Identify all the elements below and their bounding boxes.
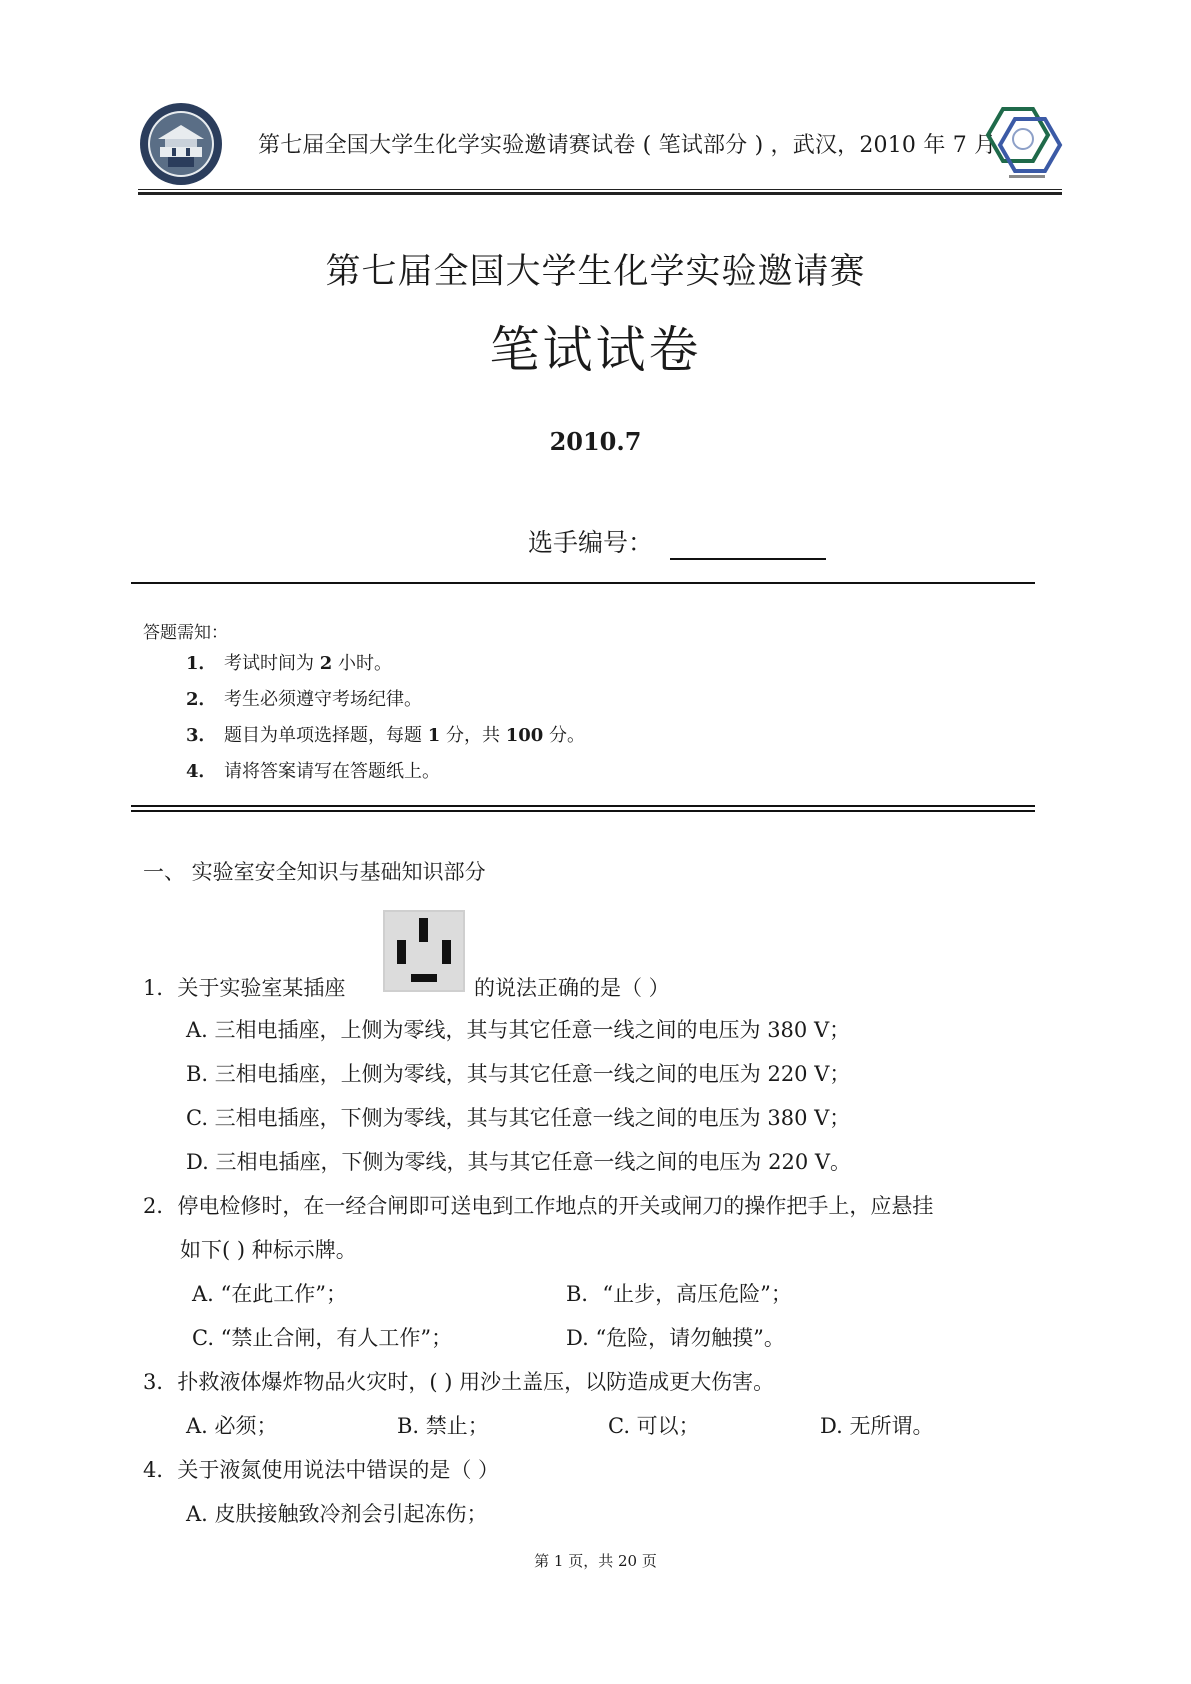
notice-item-text: 考试时间为 <box>224 653 320 674</box>
notice-item-text: 分。 <box>543 725 586 746</box>
exam-date: 2010.7 <box>549 427 642 456</box>
question-1-option-a: A. 三相电插座，上侧为零线，其与其它任意一线之间的电压为 380 V； <box>186 1018 851 1042</box>
notice-item-text: 请将答案请写在答题纸上。 <box>224 761 440 782</box>
notice-item <box>186 688 585 724</box>
notice-item <box>186 760 585 796</box>
header-title: 第七届全国大学生化学实验邀请赛试卷 ( 笔试部分 ) ，武汉，2010 年 7 月 <box>258 133 997 158</box>
notice-item-text: 小时。 <box>332 653 392 674</box>
contestant-number-label: 选手编号： <box>528 528 654 557</box>
question-2-stem-line2: 如下( ) 种标示牌。 <box>180 1238 357 1262</box>
question-1-option-c: C. 三相电插座，下侧为零线，其与其它任意一线之间的电压为 380 V； <box>186 1106 851 1130</box>
notice-list <box>186 652 585 796</box>
notice-item-text: 分，共 <box>440 725 506 746</box>
notice-item <box>186 724 585 760</box>
question-1-option-b: B. 三相电插座，上侧为零线，其与其它任意一线之间的电压为 220 V； <box>186 1062 851 1086</box>
question-2-option-a: A. “在此工作”； <box>192 1282 347 1306</box>
notice-title: 答题需知： <box>143 623 228 643</box>
question-2-stem-line1: 2．停电检修时，在一经合闸即可送电到工作地点的开关或闸刀的操作把手上，应悬挂 <box>143 1194 934 1218</box>
header-rule-thin <box>138 189 1062 190</box>
question-1-stem-a: 1．关于实验室某插座 <box>143 976 346 1000</box>
separator-line <box>131 582 1035 584</box>
question-1-option-d: D. 三相电插座，下侧为零线，其与其它任意一线之间的电压为 220 V。 <box>186 1150 852 1174</box>
notice-item <box>186 652 585 688</box>
double-rule-top <box>131 805 1035 807</box>
notice-item-number: 2． <box>186 689 217 710</box>
header-rule-thick <box>138 192 1062 195</box>
question-2-option-d: D. “危险，请勿触摸”。 <box>566 1326 785 1350</box>
notice-item-number: 3． <box>186 725 217 746</box>
university-seal-logo <box>138 101 224 187</box>
exam-subtitle: 笔试试卷 <box>489 321 702 379</box>
question-3-stem: 3．扑救液体爆炸物品火灾时，( ) 用沙土盖压，以防造成更大伤害。 <box>143 1370 775 1394</box>
question-3-option-d: D. 无所谓。 <box>820 1414 934 1438</box>
notice-item-text: 考生必须遵守考场纪律。 <box>224 689 422 710</box>
question-1-stem-b: 的说法正确的是（ ） <box>474 976 670 1000</box>
question-4-stem: 4．关于液氮使用说法中错误的是（ ） <box>143 1458 500 1482</box>
section-title: 一、 实验室安全知识与基础知识部分 <box>143 860 486 884</box>
contestant-number-blank <box>670 558 826 560</box>
notice-item-number: 1． <box>186 653 217 674</box>
notice-item-text: 题目为单项选择题，每题 <box>224 725 428 746</box>
question-4-option-a: A. 皮肤接触致冷剂会引起冻伤； <box>186 1502 488 1526</box>
page-footer: 第 1 页，共 20 页 <box>534 1552 657 1570</box>
question-3-option-a: A. 必须； <box>186 1414 278 1438</box>
notice-item-emphasis: 2 <box>319 653 333 674</box>
question-3-option-c: C. 可以； <box>608 1414 700 1438</box>
question-3-option-b: B. 禁止； <box>397 1414 489 1438</box>
exam-title: 第七届全国大学生化学实验邀请赛 <box>325 252 866 292</box>
question-2-option-b: B．“止步，高压危险”； <box>566 1282 792 1306</box>
socket-image <box>383 910 465 992</box>
question-2-option-c: C. “禁止合闸，有人工作”； <box>192 1326 453 1350</box>
notice-item-emphasis: 100 <box>505 725 544 746</box>
notice-item-emphasis: 1 <box>427 725 441 746</box>
notice-item-number: 4． <box>186 761 217 782</box>
hexagon-emblem-logo <box>975 101 1067 183</box>
double-rule-bottom <box>131 810 1035 812</box>
